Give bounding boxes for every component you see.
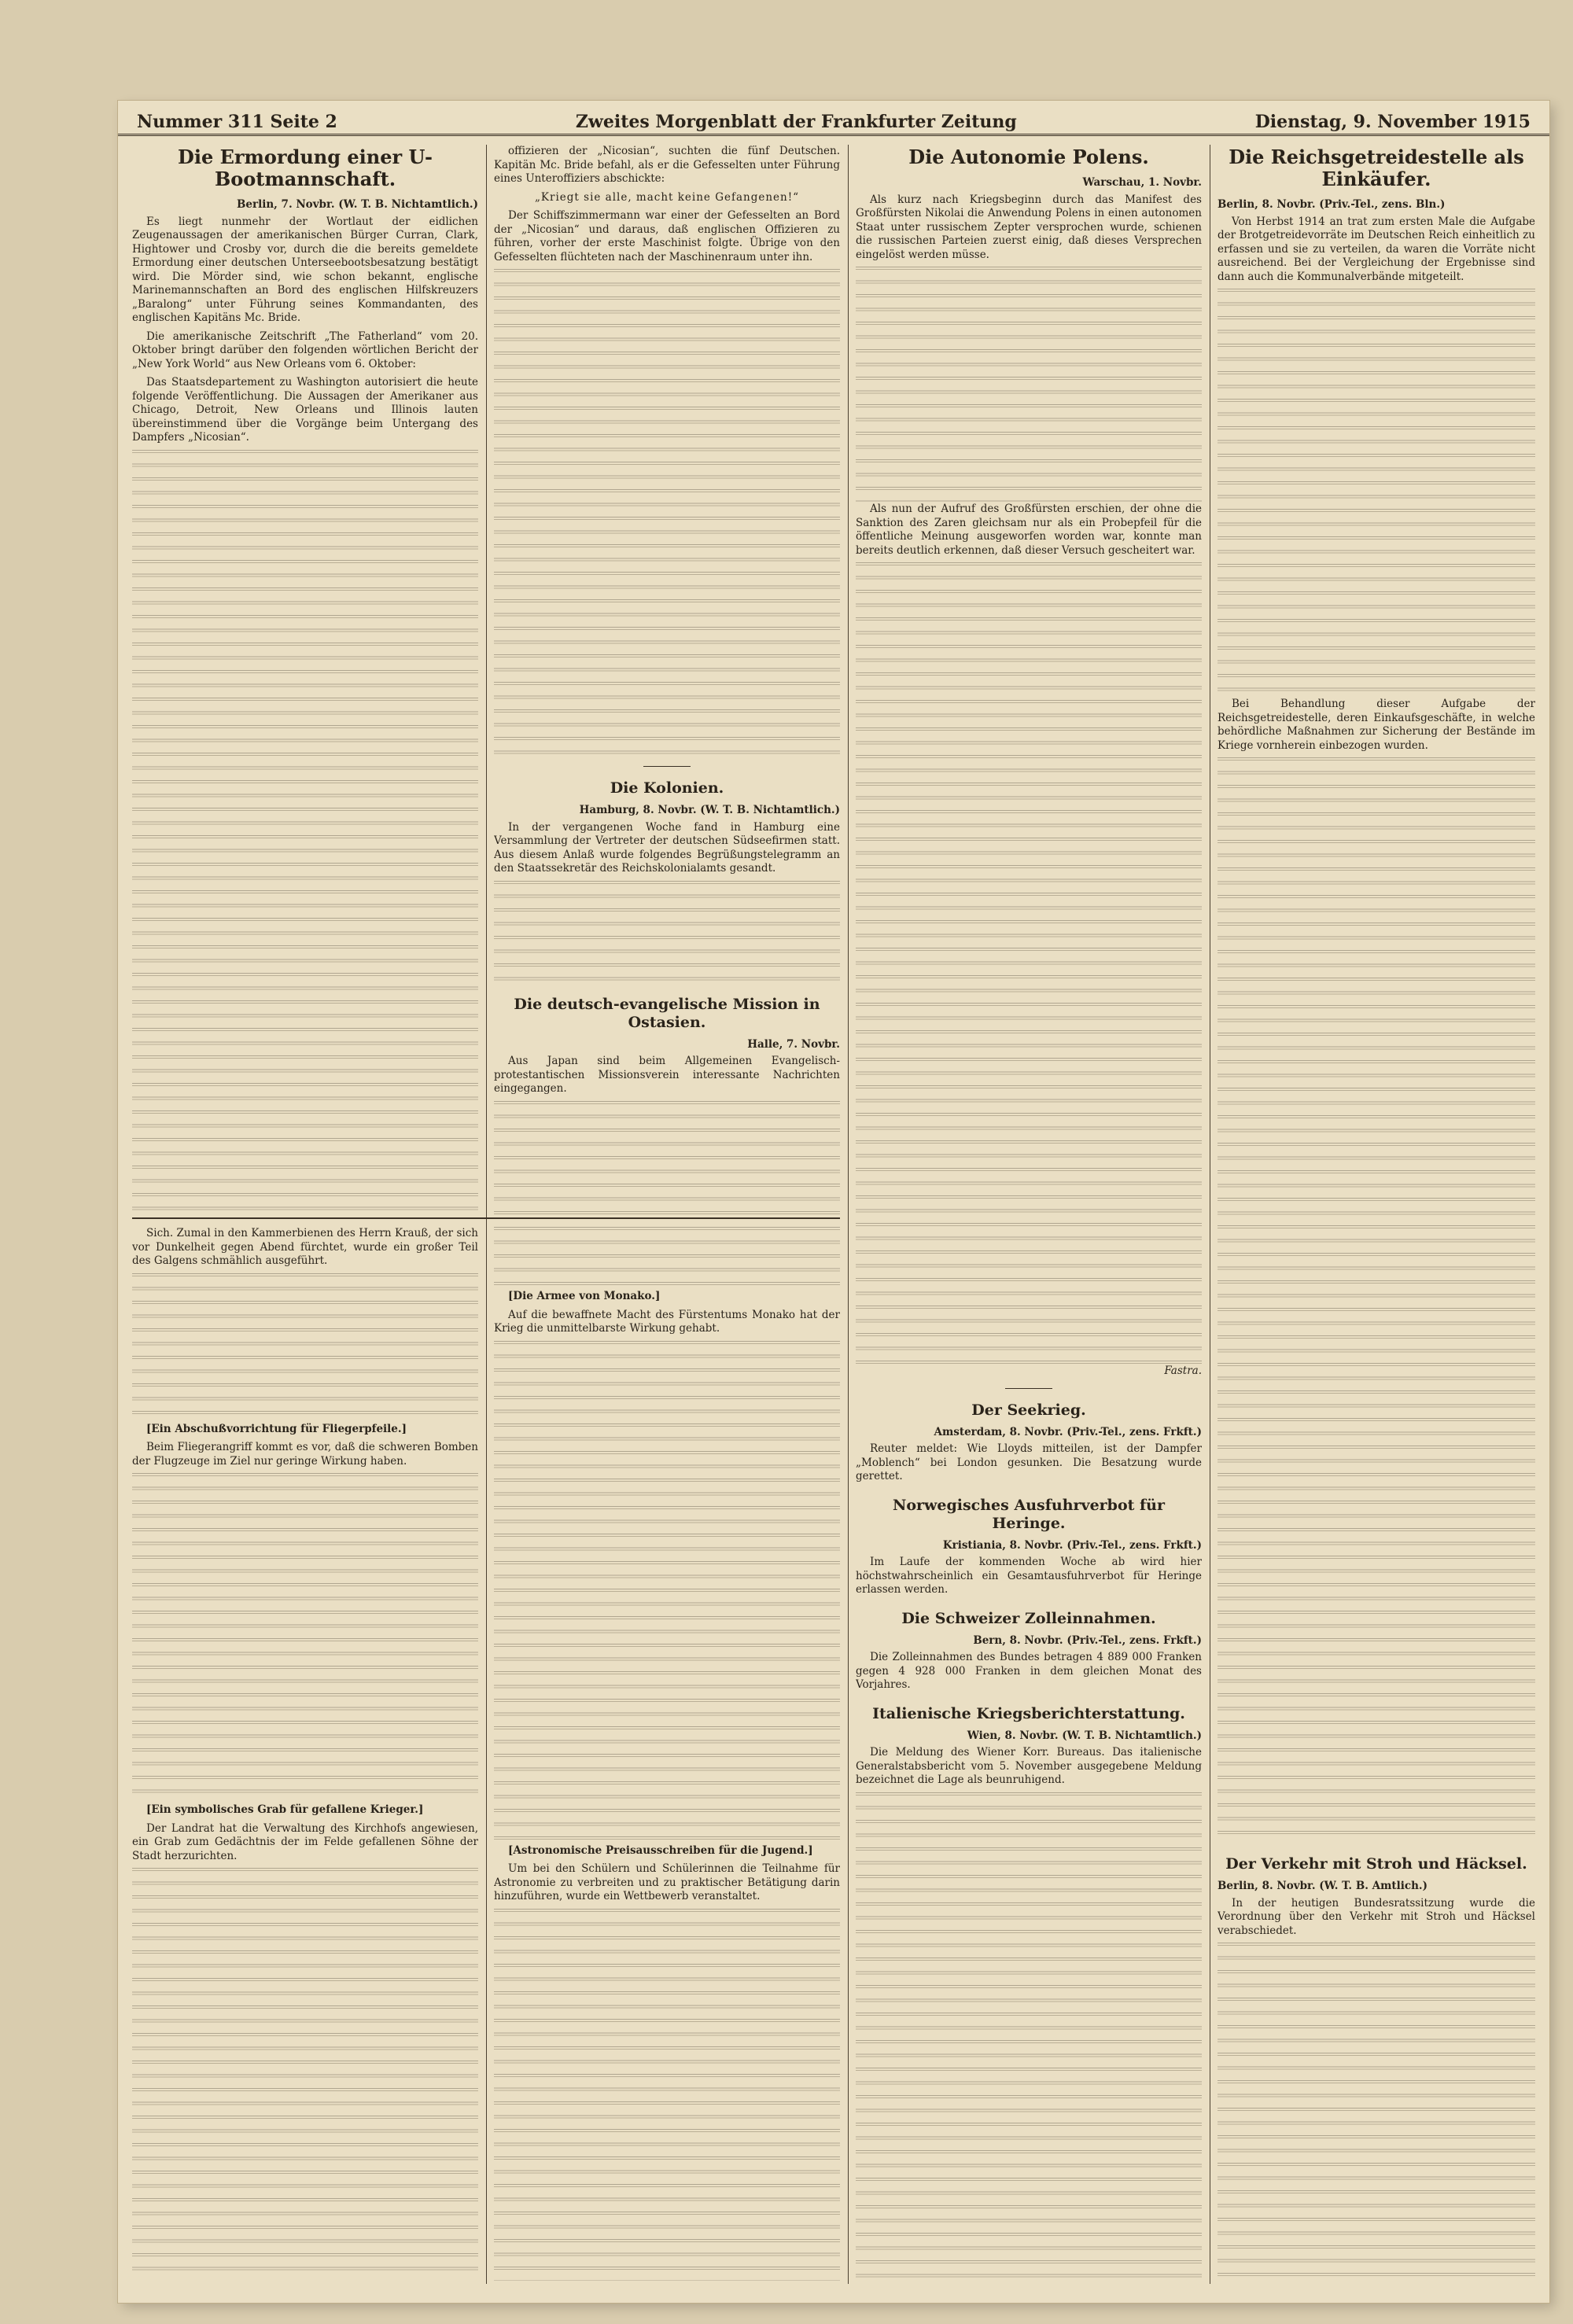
quote: „Kriegt sie alle, macht keine Gefangenen!“ xyxy=(534,190,800,204)
dateline: Berlin, 7. Novbr. (W. T. B. Nichtamtlich.) xyxy=(236,198,478,211)
dateline: Halle, 7. Novbr. xyxy=(747,1037,840,1051)
continued-text xyxy=(132,1473,478,1803)
feuilleton-column-2 xyxy=(494,1227,840,2281)
paragraph: Bei Behandlung dieser Aufgabe der Reichsgetreidestelle, deren Einkaufsgeschäfte, in welche behördliche Maßnahmen zur Sicherung der Bestände im Kriege vornherein einbezogen wurden. xyxy=(1218,698,1535,752)
section-title: Norwegisches Ausfuhrverbot für Heringe. xyxy=(892,1496,1166,1532)
section-title: Der Seekrieg. xyxy=(971,1401,1086,1419)
continued-text xyxy=(494,1101,840,1215)
dateline: Berlin, 8. Novbr. (Priv.-Tel., zens. Bln.) xyxy=(1218,198,1446,211)
continued-text xyxy=(494,1227,840,1290)
article-title: Die Autonomie Polens. xyxy=(908,145,1149,168)
feuilleton-heading: [Ein Abschußvorrichtung für Fliegerpfeile.] xyxy=(146,1422,407,1435)
dateline: Amsterdam, 8. Novbr. (Priv.-Tel., zens. Frkft.) xyxy=(934,1425,1202,1438)
dateline: Warschau, 1. Novbr. xyxy=(1082,176,1202,189)
section-title: Die deutsch-evangelische Mission in Ostasien. xyxy=(514,995,820,1031)
paragraph: Der Schiffszimmermann war einer der Gefesselten an Bord der „Nicosian“ und daraus, daß englischen Offizieren zu führen, vorher der erste Maschinist folgte. Übrige von den Gefesselten flüchteten nach der Maschinenraum unter ihn. xyxy=(494,209,840,263)
paragraph: In der heutigen Bundesratssitzung wurde die Verordnung über den Verkehr mit Stroh und Häcksel verabschiedet. xyxy=(1218,1896,1535,1937)
paragraph: Die amerikanische Zeitschrift „The Fatherland“ vom 20. Oktober bringt darüber den folgenden wörtlichen Bericht der „New York World“ aus New Orleans vom 6. Oktober: xyxy=(132,330,478,370)
article-polen xyxy=(856,145,1202,2284)
paragraph: Von Herbst 1914 an trat zum ersten Male die Aufgabe der Brotgetreidevorräte im Deutschen Reich einheitlich zu erfassen und sie zu verteilen, da waren die Vorräte nicht ausreichend. Bei der Vergleichung der Ergebnisse sind dann auch die Kommunalverbände mitgeteilt. xyxy=(1218,215,1535,283)
issue-date: Dienstag, 9. November 1915 xyxy=(1254,112,1531,132)
paragraph: Beim Fliegerangriff kommt es vor, daß die schweren Bomben der Flugzeuge im Ziel nur geringe Wirkung haben. xyxy=(132,1441,478,1468)
dateline: Bern, 8. Novbr. (Priv.-Tel., zens. Frkft.) xyxy=(973,1633,1202,1647)
continued-text xyxy=(1218,289,1535,698)
paragraph: Im Laufe der kommenden Woche ab wird hier höchstwahrscheinlich ein Gesamtausfuhrverbot für Heringe erlassen werden. xyxy=(856,1556,1202,1596)
feuilleton-heading: [Ein symbolisches Grab für gefallene Krieger.] xyxy=(146,1803,424,1816)
separator xyxy=(643,766,691,767)
continued-text xyxy=(132,1868,478,2281)
continued-text xyxy=(856,1792,1202,2285)
signature: Fastra. xyxy=(1164,1365,1202,1377)
article-reichsgetreidestelle xyxy=(1218,145,1535,2284)
section-title: Die Kolonien. xyxy=(610,779,724,797)
continued-text xyxy=(1218,757,1535,1843)
paragraph: Als kurz nach Kriegsbeginn durch das Manifest des Großfürsten Nikolai die Anwendung Polens in einen autonomen Staat unter russischem Zepter versprochen wurde, schienen die russischen Parteien zuerst einig, daß dieses Versprechen eingelöst werden müsse. xyxy=(856,193,1202,261)
paragraph: Das Staatsdepartement zu Washington autorisiert die heute folgende Veröffentlichung. Die Aussagen der Amerikaner aus Chicago, Detroit, New Orleans und Illinois lauten übereinstimmend über die Vorgänge beim Untergang des Dampfers „Nicosian“. xyxy=(132,376,478,444)
separator xyxy=(1005,1388,1052,1389)
continued-text xyxy=(856,267,1202,503)
issue-number: Nummer 311 Seite 2 xyxy=(137,112,337,132)
paragraph: Es liegt nunmehr der Wortlaut der eidlichen Zeugenaussagen der amerikanischen Bürger Curran, Clark, Hightower und Crosby vor, durch die die bereits gemeldete Ermordung einer deutschen Unterseebootsbesatzung bestätigt wird. Die Mörder sind, wie schon bekannt, englische Marinemannschaften an Bord des englischen Hilfskreuzers „Baralong“ unter Führung seines Kommandanten, des englischen Kapitäns Mc. Bride. xyxy=(132,215,478,324)
continued-text xyxy=(494,1909,840,2282)
article-title: Die Reichsgetreidestelle als Einkäufer. xyxy=(1229,145,1524,190)
dateline: Kristiania, 8. Novbr. (Priv.-Tel., zens. Frkft.) xyxy=(942,1538,1202,1552)
continued-text xyxy=(494,1341,840,1844)
continued-text xyxy=(494,881,840,983)
paragraph: Aus Japan sind beim Allgemeinen Evangelisch-protestantischen Missionsverein interessante Nachrichten eingegangen. xyxy=(494,1055,840,1095)
paragraph: Als nun der Aufruf des Großfürsten erschien, der ohne die Sanktion des Zaren gleichsam nur als ein Probepfeil für die öffentliche Meinung ausgeworfen worden war, konnte man bereits deutlich erkennen, daß dieser Versuch gescheitert war. xyxy=(856,503,1202,557)
section-title: Italienische Kriegsberichterstattung. xyxy=(872,1704,1185,1722)
paragraph: Reuter meldet: Wie Lloyds mitteilen, ist der Dampfer „Moblench“ bei London gesunken. Die Besatzung wurde gerettet. xyxy=(856,1442,1202,1482)
paragraph: Sich. Zumal in den Kammerbienen des Herrn Krauß, der sich vor Dunkelheit gegen Abend fürchtet, wurde ein großer Teil des Galgens schmählich ausgeführt. xyxy=(132,1227,478,1267)
continued-text xyxy=(132,450,478,1215)
paragraph: Die Meldung des Wiener Korr. Bureaus. Das italienische Generalstabsbericht vom 5. November ausgegebene Meldung bezeichnet die Lage als beunruhigend. xyxy=(856,1746,1202,1786)
continued-text xyxy=(856,562,1202,1365)
article-title: Die Ermordung einer U-Bootmannschaft. xyxy=(178,145,433,190)
continued-text xyxy=(132,1273,478,1423)
feuilleton-heading: [Die Armee von Monako.] xyxy=(508,1290,661,1302)
article-u-boot xyxy=(132,145,478,1214)
column-rule xyxy=(848,145,849,2284)
paragraph: Der Landrat hat die Verwaltung des Kirchhofs angewiesen, ein Grab zum Gedächtnis der im Felde gefallenen Söhne der Stadt herzurichten. xyxy=(132,1821,478,1862)
continued-text xyxy=(494,269,840,757)
article-u-boot-continued xyxy=(494,145,840,1214)
feuilleton-rule xyxy=(132,1217,840,1219)
paragraph: In der vergangenen Woche fand in Hamburg eine Versammlung der Vertreter der deutschen Südseefirmen statt. Aus diesem Anlaß wurde folgendes Begrüßungstelegramm an den Staatssekretär des Reichskolonialamts gesandt. xyxy=(494,820,840,875)
column-rule xyxy=(486,145,487,2284)
paragraph: offizieren der „Nicosian“, suchten die fünf Deutschen. Kapitän Mc. Bride befahl, als er die Gefesselten unter Führung eines Unteroffiziers abschickte: xyxy=(494,145,840,185)
section-title: Die Schweizer Zolleinnahmen. xyxy=(901,1609,1156,1627)
section-title: Der Verkehr mit Stroh und Häcksel. xyxy=(1225,1855,1527,1873)
dateline: Hamburg, 8. Novbr. (W. T. B. Nichtamtlich.) xyxy=(579,804,840,816)
dateline: Wien, 8. Novbr. (W. T. B. Nichtamtlich.) xyxy=(967,1729,1202,1742)
feuilleton-heading: [Astronomische Preisausschreiben für die Jugend.] xyxy=(508,1843,813,1857)
running-header xyxy=(118,112,1549,136)
feuilleton-column-1 xyxy=(132,1227,478,2281)
dateline: Berlin, 8. Novbr. (W. T. B. Amtlich.) xyxy=(1218,1880,1428,1892)
paragraph: Um bei den Schülern und Schülerinnen die Teilnahme für Astronomie zu verbreiten und zu praktischer Betätigung darin hinzuführen, wurde ein Wettbewerb veranstaltet. xyxy=(494,1862,840,1902)
paragraph: Die Zolleinnahmen des Bundes betragen 4 889 000 Franken gegen 4 928 000 Franken in dem gleichen Monat des Vorjahres. xyxy=(856,1651,1202,1691)
masthead: Zweites Morgenblatt der Frankfurter Zeitung xyxy=(575,112,1017,132)
paragraph: Auf die bewaffnete Macht des Fürstentums Monako hat der Krieg die unmittelbarste Wirkung gehabt. xyxy=(494,1308,840,1335)
newspaper-page xyxy=(118,101,1549,2303)
continued-text xyxy=(1218,1943,1535,2284)
